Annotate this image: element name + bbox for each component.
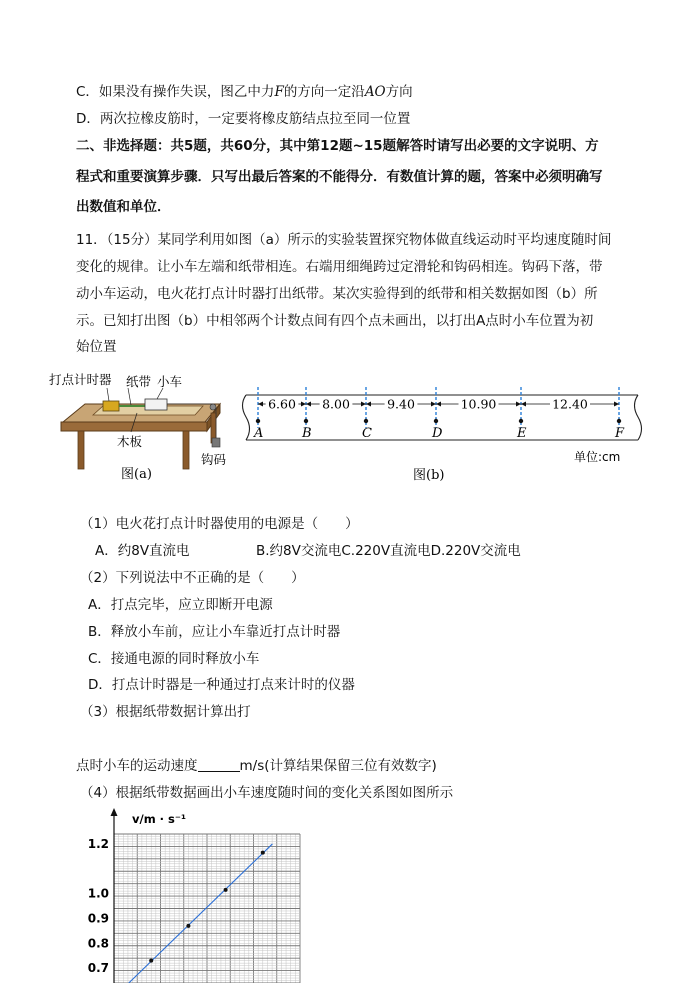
vt-chart	[80, 806, 320, 983]
distance-label: 9.40	[387, 396, 415, 412]
y-tick-label: 1.0	[87, 886, 109, 901]
point-label-D: D	[432, 426, 443, 441]
sub3-question: （3）根据纸带数据计算出打	[80, 704, 251, 720]
y-tick-label: 0.8	[87, 936, 109, 951]
tape-dot-F	[617, 419, 621, 423]
sub3-continuation	[76, 756, 437, 776]
figure-b-caption: 图(b)	[413, 468, 445, 483]
pulley	[210, 404, 216, 410]
sub4-question: （4）根据纸带数据画出小车速度随时间的变化关系图如图所示	[80, 785, 454, 801]
sub3-note: (计算结果保留三位有效数字)	[264, 758, 437, 774]
y-tick-label: 0.9	[87, 911, 109, 926]
point-label-E: E	[517, 426, 527, 441]
answer-blank[interactable]	[198, 757, 240, 772]
option-d: D．两次拉橡皮筋时，一定要将橡皮筋结点拉至同一位置	[76, 111, 411, 127]
sub1-option-a: A．约8V直流电	[95, 543, 190, 559]
distance-label: 12.40	[552, 396, 588, 412]
q11-line-5: 始位置	[76, 339, 117, 355]
q11-line-3: 动小车运动，电火花打点计时器打出纸带。某次实验得到的纸带和相关数据如图（b）所	[76, 286, 598, 302]
table-leg	[78, 431, 84, 469]
sub2-option-a: A．打点完毕，应立即断开电源	[88, 597, 273, 613]
arrow-head	[361, 402, 366, 407]
arrow-head	[366, 402, 371, 407]
arrow-head	[431, 402, 436, 407]
y-axis-label: v/m · s⁻¹	[132, 812, 187, 826]
option-c	[76, 82, 413, 102]
option-c-mid: 的方向一定沿	[283, 84, 365, 100]
velocity-unit: m/s	[239, 758, 265, 774]
unit-label: 单位:cm	[574, 450, 621, 464]
tape-dot-C	[364, 419, 368, 423]
arrow-head	[436, 402, 441, 407]
cart	[145, 399, 167, 410]
section2-line-2: 程式和重要演算步骤．只写出最后答案的不能得分．有数值计算的题，答案中必须明确写	[76, 169, 603, 185]
leader-line	[157, 388, 163, 399]
arrow-head	[301, 402, 306, 407]
sub1-options-bcd: B.约8V交流电C.220V直流电D.220V交流电	[256, 543, 521, 559]
timer-device	[103, 401, 119, 411]
q11-line-4: 示。已知打出图（b）中相邻两个计数点间有四个点未画出，以打出A点时小车位置为初	[76, 313, 594, 329]
data-point	[149, 959, 153, 963]
sub2-option-d: D．打点计时器是一种通过打点来计时的仪器	[88, 677, 355, 693]
sub3-text: 点时小车的运动速度	[76, 758, 198, 774]
sub1-question: （1）电火花打点计时器使用的电源是（ ）	[80, 516, 359, 532]
arrow-head	[306, 402, 311, 407]
timer-label: 打点计时器	[49, 372, 112, 387]
point-label-B: B	[302, 426, 312, 441]
y-tick-label: 1.2	[87, 836, 109, 851]
section2-line-1: 二、非选择题：共5题，共60分，其中第12题~15题解答时请写出必要的文字说明、方	[76, 138, 599, 154]
point-label-F: F	[615, 426, 625, 441]
arrow-head	[516, 402, 521, 407]
leader-line	[128, 388, 131, 405]
tape-dot-B	[304, 419, 308, 423]
tape-dot-E	[519, 419, 523, 423]
board-label: 木板	[117, 434, 143, 449]
distance-label: 8.00	[322, 396, 350, 412]
weight-label: 钩码	[201, 452, 227, 467]
distance-label: 10.90	[460, 396, 497, 412]
sub2-option-c: C．接通电源的同时释放小车	[88, 651, 260, 667]
tape-label: 纸带	[126, 374, 152, 389]
section2-line-3: 出数值和单位．	[76, 199, 171, 215]
ao-symbol: AO	[364, 84, 386, 100]
figure-a	[45, 368, 245, 486]
table-leg	[183, 431, 189, 469]
y-axis-arrow	[111, 808, 118, 816]
leader-line	[107, 388, 109, 401]
q11-line-1: 11．（15分）某同学利用如图（a）所示的实验装置探究物体做直线运动时平均速度随时间	[76, 232, 612, 248]
data-point	[224, 888, 228, 892]
point-label-A: A	[254, 426, 264, 441]
figure-b	[236, 383, 646, 485]
cart-label: 小车	[157, 374, 183, 389]
y-tick-label: 0.7	[87, 961, 109, 976]
data-point	[261, 851, 265, 855]
point-label-C: C	[362, 426, 372, 441]
option-c-prefix: C．如果没有操作失误，图乙中力	[76, 84, 275, 100]
q11-line-2: 变化的规律。让小车左端和纸带相连。右端用细绳跨过定滑轮和钩码相连。钩码下落，带	[76, 259, 603, 275]
tape-dot-A	[256, 419, 260, 423]
sub2-option-b: B．释放小车前，应让小车靠近打点计时器	[88, 624, 341, 640]
arrow-head	[521, 402, 526, 407]
option-c-suffix: 方向	[385, 84, 413, 100]
hanging-weight	[212, 438, 220, 447]
sub2-question: （2）下列说法中不正确的是（ ）	[80, 570, 305, 586]
data-point	[186, 924, 190, 928]
arrow-head	[614, 402, 619, 407]
force-f-symbol: F	[274, 84, 284, 100]
distance-label: 6.60	[268, 396, 296, 412]
tape-dot-D	[434, 419, 438, 423]
figure-a-caption: 图(a)	[121, 467, 152, 482]
arrow-head	[258, 402, 263, 407]
